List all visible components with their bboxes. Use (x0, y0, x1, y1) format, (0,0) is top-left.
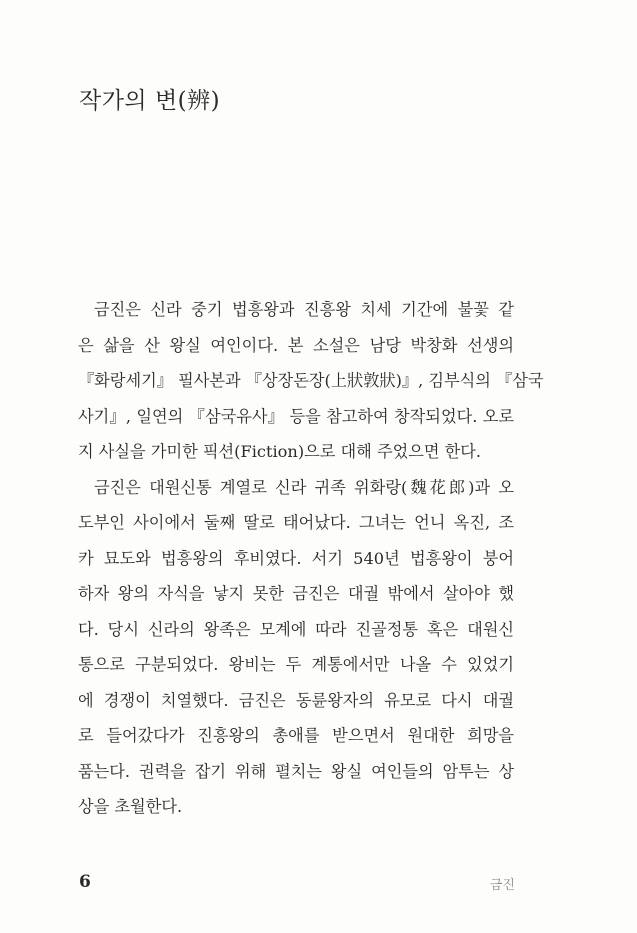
text-line: 은 삶을 산 왕실 여인이다. 본 소설은 남당 박창화 선생의 (78, 335, 514, 355)
text-line: 카 묘도와 법흥왕의 후비였다. 서기 540년 법흥왕이 붕어 (78, 548, 514, 568)
text-line: 다. 당시 신라의 왕족은 모계에 따라 진골정통 혹은 대원신 (78, 619, 514, 639)
text-line: 품는다. 권력을 잡기 위해 펼치는 왕실 여인들의 암투는 상 (78, 761, 514, 781)
text-line: 하자 왕의 자식을 낳지 못한 금진은 대궐 밖에서 살아야 했 (78, 584, 514, 603)
text-line: 『화랑세기』 필사본과 『상장돈장(上狀敦狀)』, 김부식의 『삼국 (78, 371, 544, 390)
paragraph (78, 292, 544, 470)
text-line: 지 사실을 가미한 픽션(Fiction)으로 대해 주었으면 한다. (78, 442, 482, 461)
page-number: 6 (79, 872, 91, 892)
paragraph (78, 470, 514, 825)
text-line: 통으로 구분되었다. 왕비는 두 계통에서만 나올 수 있었기 (78, 655, 514, 674)
chapter-title: 작가의 변(辨) (79, 88, 221, 114)
running-title: 금진 (489, 878, 515, 893)
text-line: 상을 초월한다. (78, 797, 183, 816)
text-line: 도부인 사이에서 둘째 딸로 태어났다. 그녀는 언니 옥진, 조 (78, 513, 514, 532)
text-line: 금진은 대원신통 계열로 신라 귀족 위화랑(魏花郎)과 오 (94, 477, 514, 497)
text-line: 에 경쟁이 치열했다. 금진은 동륜왕자의 유모로 다시 대궐 (78, 690, 514, 710)
body-text (78, 292, 544, 825)
text-line: 사기』, 일연의 『삼국유사』 등을 참고하여 창작되었다. 오로 (78, 406, 514, 426)
text-line: 금진은 신라 중기 법흥왕과 진흥왕 치세 기간에 불꽃 같 (94, 300, 514, 319)
text-line: 로 들어갔다가 진흥왕의 총애를 받으면서 원대한 희망을 (78, 726, 514, 745)
